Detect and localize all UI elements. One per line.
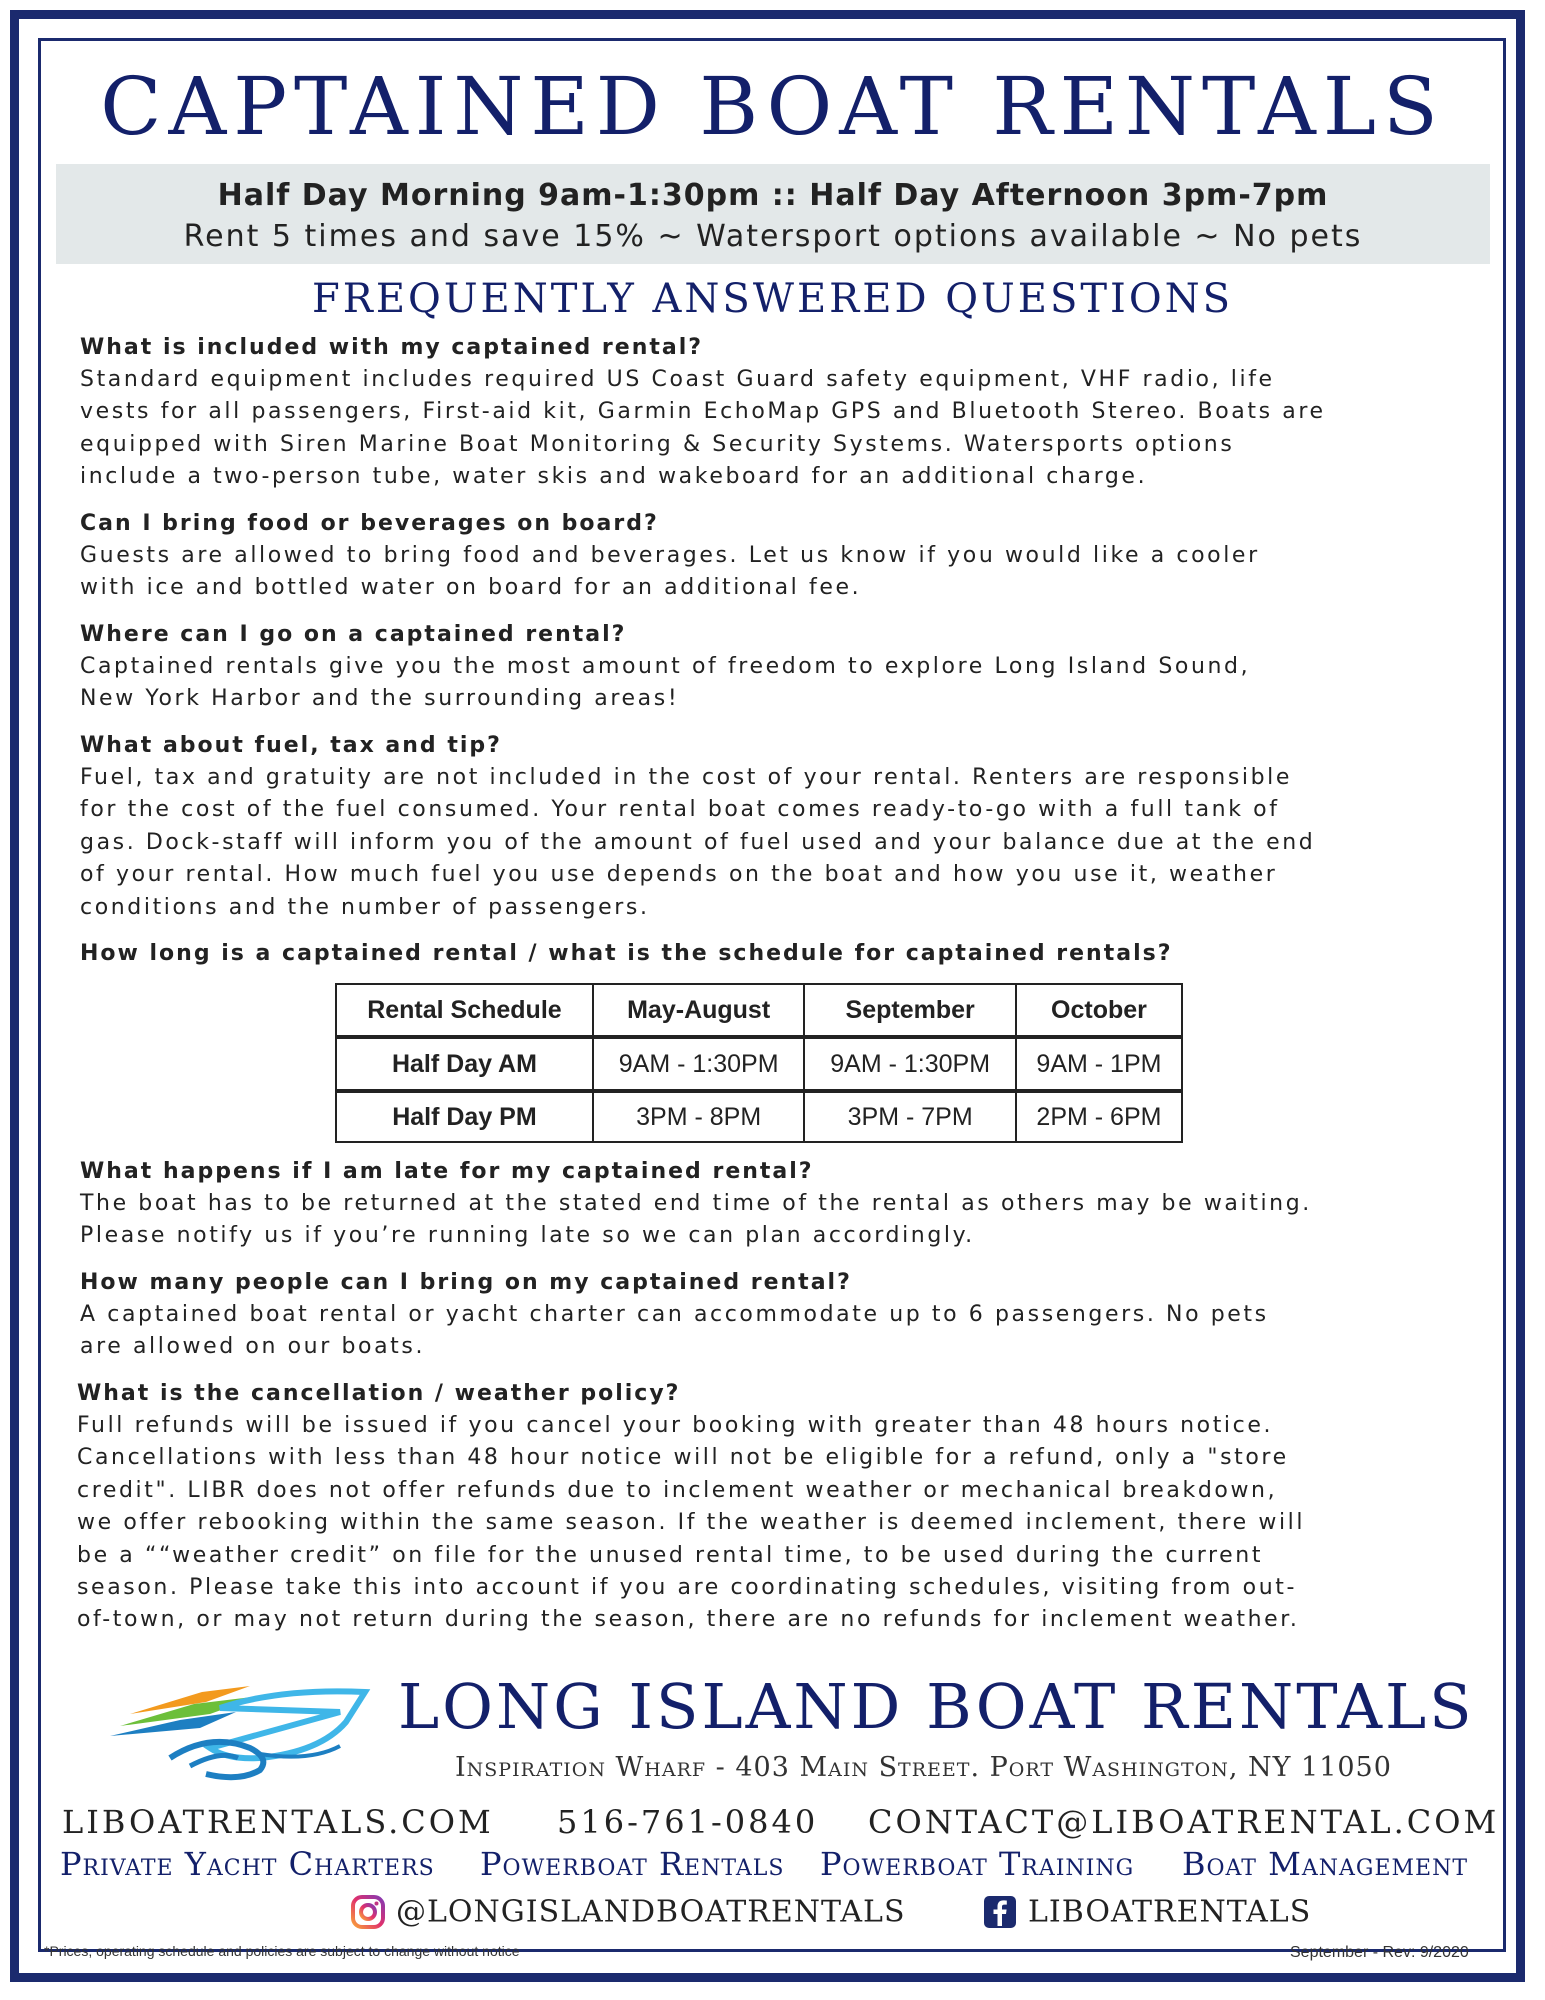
service-item: Private Yacht Charters: [60, 1845, 435, 1883]
faq-question: Can I bring food or beverages on board?: [80, 511, 659, 536]
answer-line: season. Please take this into account if you are coordinating schedules, visiting from out-: [77, 1575, 1298, 1601]
answer-line: conditions and the number of passengers.: [80, 894, 650, 920]
contact-row: [62, 1803, 1500, 1847]
answer-line: of your rental. How much fuel you use depends on the boat and how you use it, weather: [80, 862, 1278, 888]
schedule-row-label: Half Day PM: [336, 1091, 593, 1142]
faq-answer: [80, 762, 1480, 924]
facebook-label: LIBOATRENTALS: [1028, 1894, 1312, 1930]
faq-answer: [77, 1410, 1477, 1637]
schedule-table: [335, 983, 1183, 1143]
phone-link[interactable]: 516-761-0840: [557, 1803, 819, 1841]
answer-line: Guests are allowed to bring food and beverages. Let us know if you would like a cooler: [80, 543, 1260, 568]
faq-question: What about fuel, tax and tip?: [80, 733, 502, 758]
banner-offers: Rent 5 times and save 15% ~ Watersport options available ~ No pets: [183, 219, 1363, 254]
page-title: CAPTAINED BOAT RENTALS: [100, 60, 1445, 153]
facebook-handle[interactable]: [982, 1893, 1311, 1933]
answer-line: The boat has to be returned at the stated end time of the rental as others may be waiting.: [80, 1191, 1312, 1216]
faq-question: What is the cancellation / weather policy?: [77, 1381, 681, 1406]
website-link[interactable]: LIBOATRENTALS.COM: [62, 1803, 494, 1841]
faq-answer: [80, 651, 1480, 716]
answer-line: of-town, or may not return during the season, there are no refunds for inclement weather.: [77, 1607, 1300, 1633]
answer-line: we offer rebooking within the same season. If the weather is deemed inclement, there will: [77, 1510, 1306, 1536]
services-row: [60, 1845, 1490, 1885]
disclaimer: *Prices, operating schedule and policies are subject to change without notice: [44, 1943, 520, 1959]
company-address: Inspiration Wharf - 403 Main Street. Port Washington, NY 11050: [455, 1752, 1392, 1783]
faq-question: What happens if I am late for my captained rental?: [80, 1159, 814, 1184]
boat-logo: [110, 1662, 372, 1782]
table-row: [336, 1091, 1182, 1142]
answer-line: be a ““weather credit” on file for the unused rental time, to be used during the current: [77, 1542, 1264, 1568]
service-item: Powerboat Rentals: [480, 1845, 785, 1883]
faq-question: Where can I go on a captained rental?: [80, 622, 627, 647]
answer-line: Captained rentals give you the most amount of freedom to explore Long Island Sound,: [80, 654, 1251, 679]
answer-line: Cancellations with less than 48 hour notice will not be eligible for a refund, only a "store: [77, 1445, 1289, 1471]
instagram-label: @LONGISLANDBOATRENTALS: [396, 1894, 906, 1930]
schedule-header: September: [804, 984, 1016, 1037]
faq-question: How long is a captained rental / what is the schedule for captained rentals?: [80, 941, 1173, 966]
faq-answer: [80, 1299, 1480, 1364]
email-link[interactable]: CONTACT@LIBOATRENTAL.COM: [868, 1803, 1500, 1841]
schedule-header: May-August: [593, 984, 805, 1037]
answer-line: for the cost of the fuel consumed. Your rental boat comes ready-to-go with a full tank of: [80, 797, 1280, 823]
schedule-header: October: [1016, 984, 1182, 1037]
faq-heading: FREQUENTLY ANSWERED QUESTIONS: [311, 276, 1234, 322]
instagram-icon: [350, 1894, 386, 1930]
schedule-cell: 9AM - 1:30PM: [593, 1037, 805, 1091]
answer-line: with ice and bottled water on board for an additional fee.: [80, 575, 862, 601]
answer-line: New York Harbor and the surrounding areas!: [80, 686, 680, 712]
schedule-header: Rental Schedule: [336, 984, 593, 1037]
faq-question: What is included with my captained rental?: [80, 335, 704, 360]
faq-answer: [80, 1188, 1480, 1253]
schedule-cell: 3PM - 7PM: [804, 1091, 1016, 1142]
company-name: LONG ISLAND BOAT RENTALS: [398, 1670, 1475, 1743]
banner-hours: Half Day Morning 9am-1:30pm :: Half Day Afternoon 3pm-7pm: [217, 178, 1329, 213]
revision-date: September - Rev: 9/2020: [1290, 1944, 1469, 1961]
answer-line: Standard equipment includes required US Coast Guard safety equipment, VHF radio, life: [80, 367, 1275, 392]
answer-line: include a two-person tube, water skis and wakeboard for an additional charge.: [80, 464, 1148, 490]
schedule-cell: 9AM - 1PM: [1016, 1037, 1182, 1091]
faq-question: How many people can I bring on my captained rental?: [80, 1270, 852, 1295]
answer-line: Full refunds will be issued if you cancel your booking with greater than 48 hours notice.: [77, 1413, 1274, 1438]
table-row: [336, 1037, 1182, 1091]
answer-line: gas. Dock-staff will inform you of the amount of fuel used and your balance due at the end: [80, 829, 1316, 855]
schedule-cell: 9AM - 1:30PM: [804, 1037, 1016, 1091]
answer-line: are allowed on our boats.: [80, 1334, 426, 1360]
schedule-cell: 3PM - 8PM: [593, 1091, 805, 1142]
service-item: Boat Management: [1182, 1845, 1469, 1883]
answer-line: Fuel, tax and gratuity are not included in the cost of your rental. Renters are responsible: [80, 765, 1293, 790]
answer-line: equipped with Siren Marine Boat Monitoring & Security Systems. Watersports options: [80, 431, 1235, 457]
faq-answer: [80, 364, 1480, 494]
schedule-cell: 2PM - 6PM: [1016, 1091, 1182, 1142]
instagram-handle[interactable]: [350, 1893, 906, 1933]
facebook-icon: [982, 1894, 1018, 1930]
answer-line: credit". LIBR does not offer refunds due to inclement weather or mechanical breakdown,: [77, 1477, 1278, 1503]
answer-line: vests for all passengers, First-aid kit, Garmin EchoMap GPS and Bluetooth Stereo. Boats are: [80, 399, 1326, 425]
faq-answer: [80, 540, 1480, 605]
hours-banner: [56, 164, 1490, 264]
answer-line: A captained boat rental or yacht charter can accommodate up to 6 passengers. No pets: [80, 1302, 1269, 1327]
schedule-row-label: Half Day AM: [336, 1037, 593, 1091]
answer-line: Please notify us if you’re running late so we can plan accordingly.: [80, 1223, 975, 1249]
service-item: Powerboat Training: [820, 1845, 1135, 1883]
